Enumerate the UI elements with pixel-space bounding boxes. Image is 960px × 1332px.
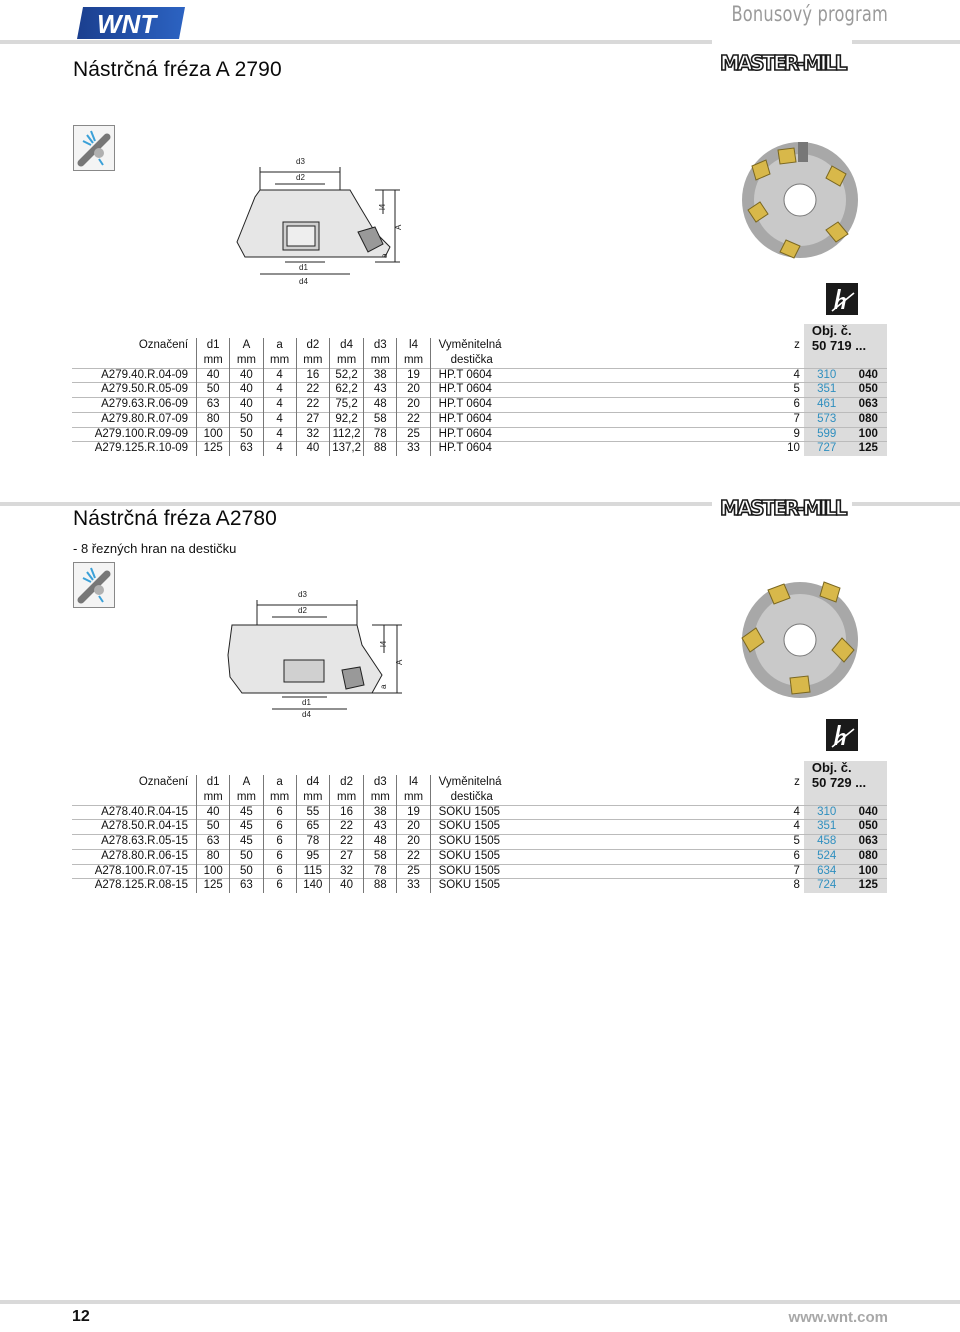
svg-text:WNT: WNT [97, 9, 157, 39]
cell-o1: 461 [804, 398, 850, 413]
cell-a: 6 [263, 864, 296, 879]
table-row [72, 383, 887, 398]
svg-text:l4: l4 [379, 640, 388, 647]
unit-mm: mm [397, 790, 430, 806]
cell-A: 50 [230, 849, 263, 864]
cell-o1: 599 [804, 427, 850, 442]
col-d3: d3 [364, 775, 397, 790]
cell-d4: 95 [296, 849, 329, 864]
col-l4: l4 [397, 338, 430, 353]
cutter-photo-1 [728, 130, 868, 270]
cell-code: A278.63.R.05-15 [72, 835, 197, 850]
col-insert: Vyměnitelná [430, 338, 783, 353]
cell-insert: SOKU 1505 [430, 835, 783, 850]
cell-o2: 063 [850, 835, 887, 850]
col-d4: d4 [296, 775, 329, 790]
cell-a: 6 [263, 849, 296, 864]
cell-A: 45 [230, 820, 263, 835]
cell-z: 10 [783, 442, 804, 456]
cell-d2: 27 [329, 849, 363, 864]
cell-o2: 100 [850, 427, 887, 442]
col-insert-2: destička [430, 353, 783, 369]
cell-d1: 125 [197, 879, 230, 893]
cell-d4: 75,2 [329, 398, 363, 413]
cell-insert: SOKU 1505 [430, 820, 783, 835]
unit-mm: mm [197, 790, 230, 806]
cell-A: 50 [230, 427, 263, 442]
program-title: Bonusový program [731, 2, 888, 26]
cell-d1: 63 [197, 835, 230, 850]
table-row [72, 427, 887, 442]
unit-mm: mm [296, 353, 329, 369]
col-z: z [794, 775, 800, 788]
cell-o2: 050 [850, 820, 887, 835]
cell-o2: 063 [850, 398, 887, 413]
obj-prefix: 50 729 ... [804, 775, 887, 790]
cell-d3: 78 [364, 864, 397, 879]
cell-code: A278.80.R.06-15 [72, 849, 197, 864]
unit-mm: mm [329, 353, 363, 369]
cell-o1: 573 [804, 412, 850, 427]
cell-insert: HP.T 0604 [430, 442, 783, 456]
spec-table-1 [72, 324, 887, 456]
cell-l4: 22 [397, 412, 430, 427]
cell-d3: 58 [364, 849, 397, 864]
header-divider [0, 40, 712, 44]
cell-code: A279.80.R.07-09 [72, 412, 197, 427]
col-d2: d2 [296, 338, 329, 353]
svg-text:d1: d1 [302, 698, 311, 707]
cell-d1: 100 [197, 864, 230, 879]
cell-d2: 22 [296, 398, 329, 413]
section2-divider [0, 502, 712, 506]
cell-d3: 38 [364, 368, 397, 383]
col-l4: l4 [397, 775, 430, 790]
cell-l4: 19 [397, 805, 430, 820]
cell-a: 4 [263, 383, 296, 398]
table-row [72, 849, 887, 864]
svg-text:d3: d3 [298, 590, 307, 599]
unit-mm: mm [263, 790, 296, 806]
cell-l4: 20 [397, 398, 430, 413]
col-d1: d1 [197, 338, 230, 353]
table-row [72, 805, 887, 820]
cell-d3: 38 [364, 805, 397, 820]
cell-d1: 50 [197, 820, 230, 835]
cell-l4: 33 [397, 879, 430, 893]
cell-a: 6 [263, 879, 296, 893]
cell-d2: 16 [329, 805, 363, 820]
col-a: a [263, 775, 296, 790]
unit-mm: mm [397, 353, 430, 369]
section1-title: Nástrčná fréza A 2790 [73, 58, 282, 81]
cell-l4: 33 [397, 442, 430, 456]
cell-o2: 050 [850, 383, 887, 398]
cell-l4: 25 [397, 864, 430, 879]
cell-code: A279.40.R.04-09 [72, 368, 197, 383]
svg-text:MASTER-MILL: MASTER-MILL [720, 51, 848, 75]
cell-d1: 80 [197, 412, 230, 427]
cell-d1: 40 [197, 805, 230, 820]
svg-text:d1: d1 [299, 263, 308, 272]
cell-d1: 125 [197, 442, 230, 456]
cell-d4: 62,2 [329, 383, 363, 398]
cell-d1: 80 [197, 849, 230, 864]
cell-o1: 310 [804, 805, 850, 820]
unit-mm: mm [364, 790, 397, 806]
unit-mm: mm [230, 790, 263, 806]
table-row [72, 442, 887, 456]
cell-o2: 040 [850, 805, 887, 820]
svg-text:a: a [379, 684, 388, 689]
cell-A: 40 [230, 383, 263, 398]
unit-mm: mm [296, 790, 329, 806]
svg-text:A: A [394, 224, 403, 230]
section2-title: Nástrčná fréza A2780 [73, 507, 277, 530]
col-A: A [230, 338, 263, 353]
cell-d4: 112,2 [329, 427, 363, 442]
svg-text:l4: l4 [378, 203, 387, 210]
cell-z: 6 [783, 849, 804, 864]
cell-d3: 43 [364, 383, 397, 398]
cell-d1: 100 [197, 427, 230, 442]
col-d2: d2 [329, 775, 363, 790]
cell-A: 40 [230, 368, 263, 383]
section2-note: - 8 řezných hran na destičku [73, 541, 237, 556]
cell-z: 4 [783, 368, 804, 383]
cell-z: 6 [783, 398, 804, 413]
table-row [72, 412, 887, 427]
cutter-drawing-1 [225, 152, 405, 302]
cell-insert: HP.T 0604 [430, 412, 783, 427]
unit-mm: mm [364, 353, 397, 369]
master-mill-logo [718, 48, 850, 76]
cell-code: A279.63.R.06-09 [72, 398, 197, 413]
col-insert-2: destička [430, 790, 783, 806]
svg-text:d2: d2 [298, 606, 307, 615]
cell-o2: 125 [850, 879, 887, 893]
col-d4: d4 [329, 338, 363, 353]
cell-code: A278.125.R.08-15 [72, 879, 197, 893]
cell-o1: 458 [804, 835, 850, 850]
table-row [72, 864, 887, 879]
svg-text:A: A [395, 659, 404, 665]
cell-d4: 137,2 [329, 442, 363, 456]
unit-mm: mm [197, 353, 230, 369]
cell-o1: 634 [804, 864, 850, 879]
col-insert: Vyměnitelná [430, 775, 783, 790]
cell-d2: 32 [296, 427, 329, 442]
cell-code: A279.100.R.09-09 [72, 427, 197, 442]
cell-d2: 27 [296, 412, 329, 427]
cell-insert: SOKU 1505 [430, 879, 783, 893]
cell-z: 5 [783, 835, 804, 850]
cell-code: A278.40.R.04-15 [72, 805, 197, 820]
cell-insert: HP.T 0604 [430, 427, 783, 442]
cell-insert: HP.T 0604 [430, 368, 783, 383]
cell-A: 50 [230, 412, 263, 427]
cell-insert: SOKU 1505 [430, 849, 783, 864]
cell-A: 40 [230, 398, 263, 413]
page-number: 12 [72, 1308, 90, 1325]
cell-insert: HP.T 0604 [430, 398, 783, 413]
obj-prefix: 50 719 ... [804, 338, 887, 353]
header-divider-right [852, 40, 960, 44]
col-name: Označení [138, 775, 189, 788]
master-mill-logo [718, 493, 850, 521]
cell-l4: 22 [397, 849, 430, 864]
milling-cutter-icon [73, 125, 115, 171]
cell-a: 6 [263, 805, 296, 820]
cell-d1: 40 [197, 368, 230, 383]
cell-d4: 78 [296, 835, 329, 850]
table-row [72, 879, 887, 893]
cell-l4: 20 [397, 835, 430, 850]
cell-d4: 65 [296, 820, 329, 835]
table-row [72, 368, 887, 383]
cell-A: 63 [230, 442, 263, 456]
cell-o1: 351 [804, 383, 850, 398]
wnt-logo [75, 5, 187, 41]
col-d1: d1 [197, 775, 230, 790]
svg-text:d2: d2 [296, 173, 305, 182]
cell-a: 6 [263, 820, 296, 835]
cell-z: 7 [783, 864, 804, 879]
unit-mm: mm [263, 353, 296, 369]
unit-mm: mm [230, 353, 263, 369]
machining-type-icon [826, 719, 858, 751]
table-row [72, 398, 887, 413]
col-A: A [230, 775, 263, 790]
machining-type-icon [826, 283, 858, 315]
cell-d2: 22 [296, 383, 329, 398]
cell-d4: 115 [296, 864, 329, 879]
col-z: z [794, 338, 800, 351]
cell-d3: 78 [364, 427, 397, 442]
cell-d4: 55 [296, 805, 329, 820]
cell-code: A279.50.R.05-09 [72, 383, 197, 398]
cell-d3: 88 [364, 879, 397, 893]
cell-z: 7 [783, 412, 804, 427]
svg-text:d3: d3 [296, 157, 305, 166]
cell-d1: 50 [197, 383, 230, 398]
spec-table-2 [72, 761, 887, 893]
unit-mm: mm [329, 790, 363, 806]
cell-d2: 40 [296, 442, 329, 456]
svg-text:MASTER-MILL: MASTER-MILL [720, 496, 848, 520]
cell-l4: 20 [397, 820, 430, 835]
cell-insert: HP.T 0604 [430, 383, 783, 398]
cell-o1: 310 [804, 368, 850, 383]
cell-z: 8 [783, 879, 804, 893]
section2-divider-right [852, 502, 960, 506]
cell-o1: 351 [804, 820, 850, 835]
svg-text:d4: d4 [299, 277, 308, 286]
cell-a: 6 [263, 835, 296, 850]
cell-o2: 100 [850, 864, 887, 879]
cell-insert: SOKU 1505 [430, 805, 783, 820]
cell-d4: 52,2 [329, 368, 363, 383]
cell-d2: 22 [329, 820, 363, 835]
cell-d2: 32 [329, 864, 363, 879]
svg-text:d4: d4 [302, 710, 311, 719]
col-name: Označení [138, 338, 189, 351]
cell-a: 4 [263, 398, 296, 413]
cell-l4: 20 [397, 383, 430, 398]
obj-label: Obj. č. [804, 761, 887, 775]
milling-cutter-icon [73, 562, 115, 608]
cell-d2: 40 [329, 879, 363, 893]
cell-a: 4 [263, 368, 296, 383]
cell-d3: 48 [364, 398, 397, 413]
table-row [72, 820, 887, 835]
cell-l4: 25 [397, 427, 430, 442]
cell-d1: 63 [197, 398, 230, 413]
cell-a: 4 [263, 442, 296, 456]
cell-A: 63 [230, 879, 263, 893]
cell-d4: 92,2 [329, 412, 363, 427]
col-d3: d3 [364, 338, 397, 353]
cell-d4: 140 [296, 879, 329, 893]
cell-o2: 125 [850, 442, 887, 456]
cell-o2: 080 [850, 849, 887, 864]
cell-a: 4 [263, 412, 296, 427]
cell-z: 4 [783, 820, 804, 835]
svg-text:a: a [380, 253, 389, 258]
cell-a: 4 [263, 427, 296, 442]
cell-d2: 22 [329, 835, 363, 850]
cell-o1: 727 [804, 442, 850, 456]
cell-d3: 88 [364, 442, 397, 456]
cell-A: 45 [230, 835, 263, 850]
cell-d3: 48 [364, 835, 397, 850]
website-link[interactable]: www.wnt.com [788, 1309, 888, 1326]
col-a: a [263, 338, 296, 353]
cutter-drawing-2 [222, 585, 402, 735]
cell-z: 4 [783, 805, 804, 820]
cell-z: 9 [783, 427, 804, 442]
cell-d3: 58 [364, 412, 397, 427]
cell-code: A278.50.R.04-15 [72, 820, 197, 835]
cell-o1: 724 [804, 879, 850, 893]
obj-label: Obj. č. [804, 324, 887, 338]
cell-d3: 43 [364, 820, 397, 835]
table-row [72, 835, 887, 850]
cutter-photo-2 [728, 568, 868, 708]
cell-code: A279.125.R.10-09 [72, 442, 197, 456]
cell-o1: 524 [804, 849, 850, 864]
cell-A: 50 [230, 864, 263, 879]
cell-o2: 040 [850, 368, 887, 383]
cell-code: A278.100.R.07-15 [72, 864, 197, 879]
cell-l4: 19 [397, 368, 430, 383]
cell-d2: 16 [296, 368, 329, 383]
cell-o2: 080 [850, 412, 887, 427]
cell-z: 5 [783, 383, 804, 398]
cell-insert: SOKU 1505 [430, 864, 783, 879]
cell-A: 45 [230, 805, 263, 820]
footer-divider [0, 1300, 960, 1304]
